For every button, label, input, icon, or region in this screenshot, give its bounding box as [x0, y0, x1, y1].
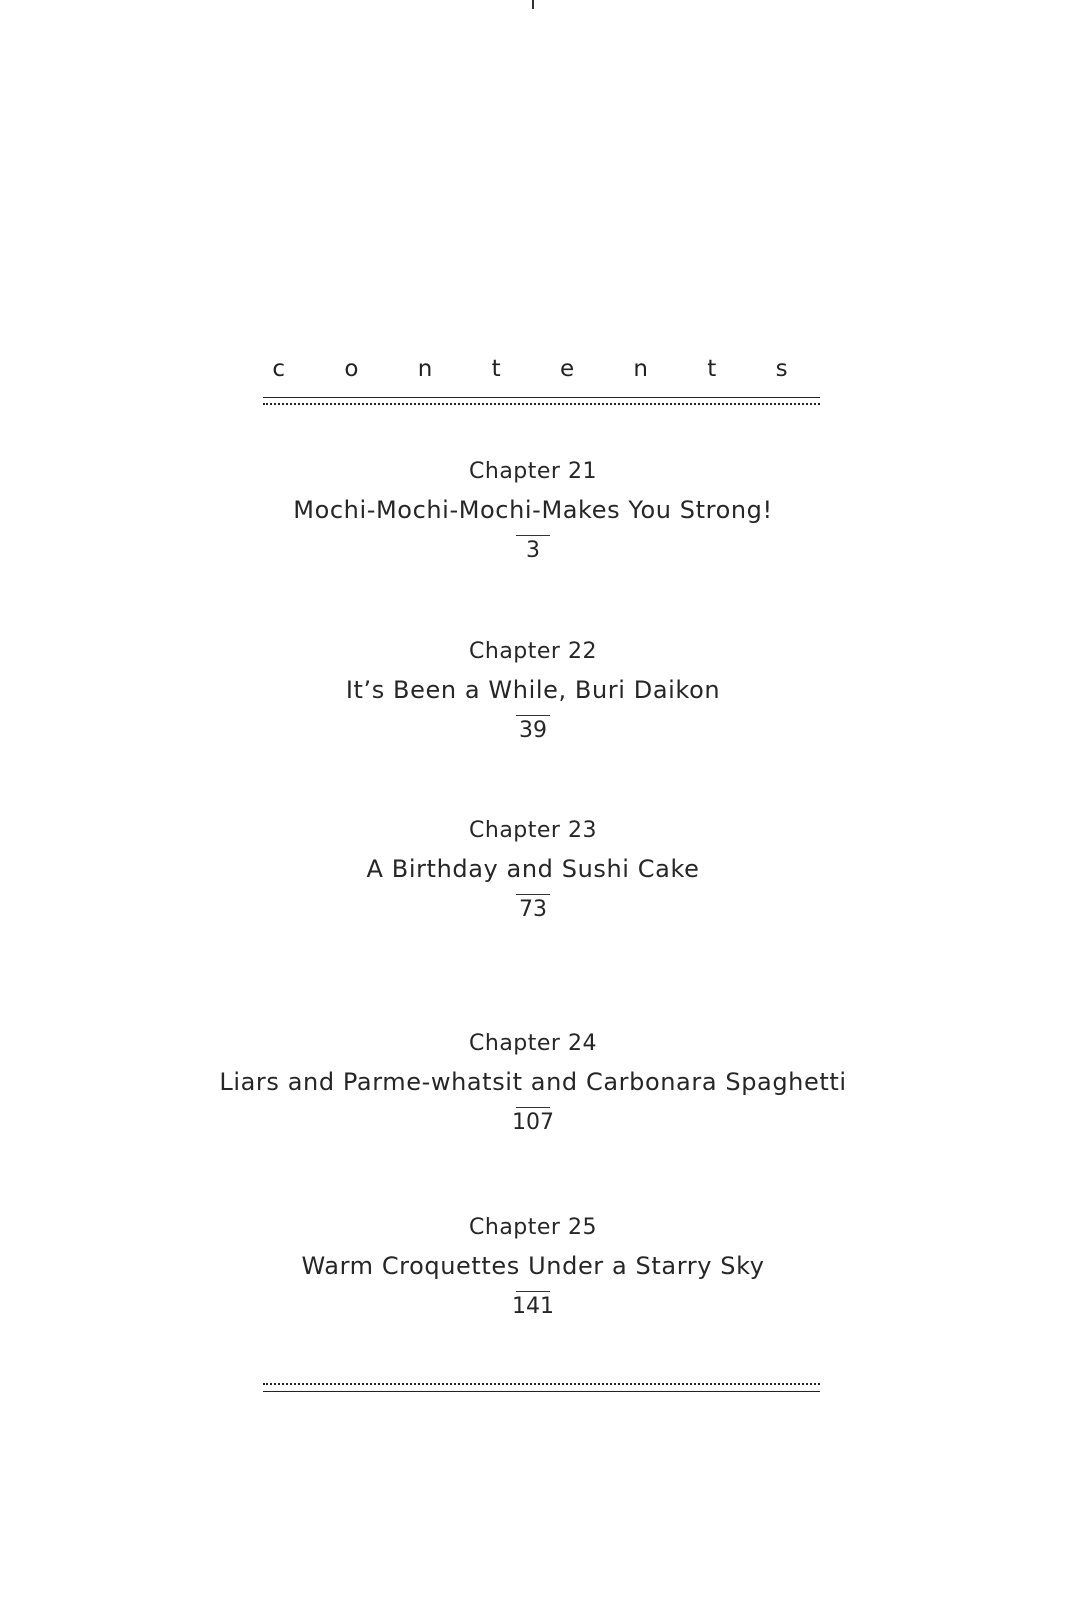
chapter-title: A Birthday and Sushi Cake: [366, 855, 700, 883]
page-number-rule: [516, 1107, 550, 1108]
chapter-title: Liars and Parme-whatsit and Carbonara Spaghetti: [219, 1068, 847, 1096]
chapter-title: It’s Been a While, Buri Daikon: [345, 676, 721, 704]
page-number: 107: [512, 1110, 554, 1135]
toc-entry-chapter-23[interactable]: [0, 816, 1066, 923]
chapter-number: Chapter 21: [469, 459, 597, 484]
page-number: 39: [519, 718, 547, 743]
bottom-divider-dotted-line: [263, 1383, 820, 1385]
page-number-rule: [516, 715, 550, 716]
top-divider-dotted-line: [263, 403, 820, 405]
top-divider-solid-line: [263, 397, 820, 398]
page-number-rule: [516, 1291, 550, 1292]
top-page-mark: [532, 0, 534, 9]
chapter-number: Chapter 22: [469, 639, 597, 664]
page-number: 141: [512, 1294, 554, 1319]
bottom-divider: [263, 1383, 820, 1393]
top-divider: [263, 397, 820, 407]
chapter-number: Chapter 24: [469, 1031, 597, 1056]
chapter-title: Mochi-Mochi-Mochi-Makes You Strong!: [293, 496, 773, 524]
bottom-divider-solid-line: [263, 1391, 820, 1392]
page-number: 3: [526, 538, 540, 563]
page-number: 73: [519, 897, 547, 922]
page-number-rule: [516, 535, 550, 536]
toc-entry-chapter-21[interactable]: [0, 457, 1066, 564]
page-number-rule: [516, 894, 550, 895]
toc-entry-chapter-24[interactable]: [0, 1029, 1066, 1136]
toc-entry-chapter-25[interactable]: [0, 1213, 1066, 1320]
toc-entry-chapter-22[interactable]: [0, 637, 1066, 744]
chapter-number: Chapter 23: [469, 818, 597, 843]
chapter-title: Warm Croquettes Under a Starry Sky: [301, 1252, 765, 1280]
chapter-number: Chapter 25: [469, 1215, 597, 1240]
contents-heading: c o n t e n t s: [272, 356, 814, 382]
